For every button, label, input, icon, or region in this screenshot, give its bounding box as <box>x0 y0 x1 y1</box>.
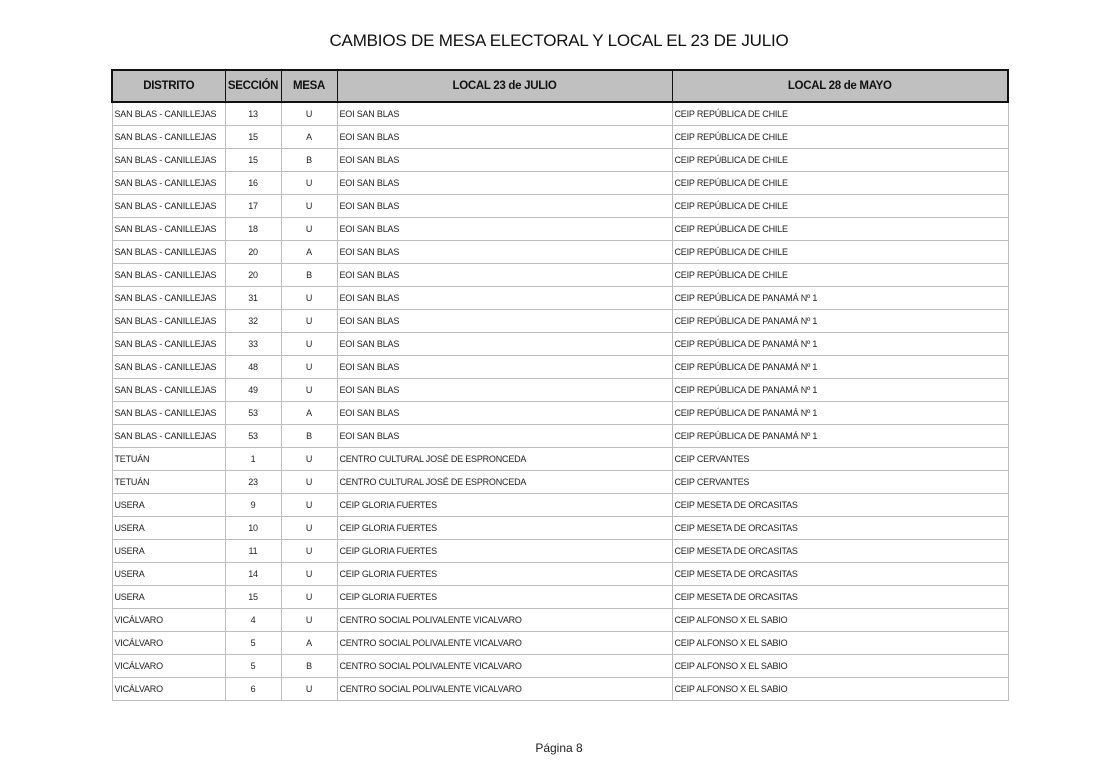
cell-local-23-julio: EOI SAN BLAS <box>337 241 672 264</box>
header-local-23-julio: LOCAL 23 de JULIO <box>337 70 672 102</box>
cell-seccion: 15 <box>225 586 281 609</box>
table-row <box>112 264 1008 287</box>
cell-local-23-julio: EOI SAN BLAS <box>337 195 672 218</box>
cell-seccion: 16 <box>225 172 281 195</box>
cell-seccion: 13 <box>225 102 281 126</box>
header-seccion: SECCIÓN <box>225 70 281 102</box>
cell-distrito: SAN BLAS - CANILLEJAS <box>112 310 225 333</box>
table-row <box>112 609 1008 632</box>
table-row <box>112 655 1008 678</box>
cell-local-23-julio: EOI SAN BLAS <box>337 333 672 356</box>
cell-distrito: SAN BLAS - CANILLEJAS <box>112 287 225 310</box>
table-header-row <box>112 70 1008 102</box>
cell-mesa: U <box>281 471 337 494</box>
table-row <box>112 287 1008 310</box>
cell-mesa: U <box>281 218 337 241</box>
cell-local-23-julio: EOI SAN BLAS <box>337 402 672 425</box>
cell-seccion: 20 <box>225 241 281 264</box>
cell-local-23-julio: CENTRO SOCIAL POLIVALENTE VICALVARO <box>337 655 672 678</box>
cell-local-28-mayo: CEIP ALFONSO X EL SABIO <box>672 655 1008 678</box>
cell-seccion: 53 <box>225 425 281 448</box>
cell-distrito: SAN BLAS - CANILLEJAS <box>112 149 225 172</box>
cell-local-23-julio: CEIP GLORIA FUERTES <box>337 540 672 563</box>
cell-local-23-julio: EOI SAN BLAS <box>337 310 672 333</box>
cell-local-28-mayo: CEIP MESETA DE ORCASITAS <box>672 540 1008 563</box>
cell-mesa: A <box>281 632 337 655</box>
cell-local-28-mayo: CEIP REPÚBLICA DE CHILE <box>672 264 1008 287</box>
cell-seccion: 5 <box>225 632 281 655</box>
cell-distrito: VICÁLVARO <box>112 609 225 632</box>
cell-local-23-julio: EOI SAN BLAS <box>337 149 672 172</box>
cell-distrito: VICÁLVARO <box>112 632 225 655</box>
page-number: Página 8 <box>535 741 583 755</box>
cell-local-28-mayo: CEIP MESETA DE ORCASITAS <box>672 563 1008 586</box>
cell-distrito: SAN BLAS - CANILLEJAS <box>112 241 225 264</box>
cell-local-23-julio: EOI SAN BLAS <box>337 264 672 287</box>
cell-seccion: 18 <box>225 218 281 241</box>
table-row <box>112 310 1008 333</box>
cell-seccion: 6 <box>225 678 281 701</box>
table-row <box>112 333 1008 356</box>
cell-local-28-mayo: CEIP REPÚBLICA DE CHILE <box>672 149 1008 172</box>
table-row <box>112 402 1008 425</box>
cell-local-23-julio: CEIP GLORIA FUERTES <box>337 517 672 540</box>
header-local-28-mayo: LOCAL 28 de MAYO <box>672 70 1008 102</box>
table-row <box>112 126 1008 149</box>
cell-mesa: B <box>281 264 337 287</box>
table-body <box>112 102 1008 701</box>
cell-local-23-julio: CENTRO CULTURAL JOSÉ DE ESPRONCEDA <box>337 471 672 494</box>
cell-local-28-mayo: CEIP REPÚBLICA DE PANAMÁ Nº 1 <box>672 402 1008 425</box>
cell-mesa: U <box>281 609 337 632</box>
cell-distrito: TETUÁN <box>112 471 225 494</box>
cell-mesa: U <box>281 563 337 586</box>
cell-mesa: B <box>281 655 337 678</box>
cell-local-23-julio: EOI SAN BLAS <box>337 379 672 402</box>
cell-seccion: 23 <box>225 471 281 494</box>
header-distrito: DISTRITO <box>112 70 225 102</box>
cell-mesa: U <box>281 310 337 333</box>
cell-mesa: U <box>281 195 337 218</box>
cell-distrito: SAN BLAS - CANILLEJAS <box>112 218 225 241</box>
mesa-changes-table <box>111 69 1009 701</box>
cell-distrito: USERA <box>112 563 225 586</box>
cell-mesa: B <box>281 425 337 448</box>
cell-local-28-mayo: CEIP REPÚBLICA DE PANAMÁ Nº 1 <box>672 310 1008 333</box>
table-row <box>112 540 1008 563</box>
cell-local-28-mayo: CEIP REPÚBLICA DE PANAMÁ Nº 1 <box>672 425 1008 448</box>
cell-seccion: 5 <box>225 655 281 678</box>
table-row <box>112 172 1008 195</box>
cell-mesa: U <box>281 102 337 126</box>
table-row <box>112 517 1008 540</box>
cell-local-28-mayo: CEIP CERVANTES <box>672 448 1008 471</box>
cell-mesa: A <box>281 241 337 264</box>
cell-distrito: USERA <box>112 494 225 517</box>
cell-local-28-mayo: CEIP CERVANTES <box>672 471 1008 494</box>
cell-local-23-julio: CENTRO SOCIAL POLIVALENTE VICALVARO <box>337 609 672 632</box>
cell-seccion: 17 <box>225 195 281 218</box>
cell-local-28-mayo: CEIP REPÚBLICA DE CHILE <box>672 102 1008 126</box>
table-row <box>112 195 1008 218</box>
cell-distrito: SAN BLAS - CANILLEJAS <box>112 195 225 218</box>
cell-distrito: USERA <box>112 586 225 609</box>
table-row <box>112 563 1008 586</box>
cell-local-23-julio: EOI SAN BLAS <box>337 218 672 241</box>
cell-local-28-mayo: CEIP MESETA DE ORCASITAS <box>672 494 1008 517</box>
cell-distrito: TETUÁN <box>112 448 225 471</box>
table-row <box>112 678 1008 701</box>
cell-distrito: SAN BLAS - CANILLEJAS <box>112 333 225 356</box>
header-mesa: MESA <box>281 70 337 102</box>
cell-local-23-julio: CEIP GLORIA FUERTES <box>337 494 672 517</box>
cell-seccion: 4 <box>225 609 281 632</box>
cell-mesa: U <box>281 172 337 195</box>
cell-seccion: 15 <box>225 126 281 149</box>
cell-local-28-mayo: CEIP REPÚBLICA DE CHILE <box>672 172 1008 195</box>
cell-mesa: A <box>281 402 337 425</box>
cell-seccion: 11 <box>225 540 281 563</box>
cell-distrito: SAN BLAS - CANILLEJAS <box>112 102 225 126</box>
cell-seccion: 53 <box>225 402 281 425</box>
cell-local-23-julio: CEIP GLORIA FUERTES <box>337 586 672 609</box>
table-row <box>112 379 1008 402</box>
cell-local-23-julio: EOI SAN BLAS <box>337 287 672 310</box>
table-row <box>112 356 1008 379</box>
cell-distrito: USERA <box>112 540 225 563</box>
cell-local-28-mayo: CEIP ALFONSO X EL SABIO <box>672 609 1008 632</box>
cell-seccion: 14 <box>225 563 281 586</box>
cell-mesa: U <box>281 448 337 471</box>
cell-local-23-julio: EOI SAN BLAS <box>337 102 672 126</box>
cell-mesa: U <box>281 678 337 701</box>
cell-seccion: 48 <box>225 356 281 379</box>
cell-local-28-mayo: CEIP REPÚBLICA DE CHILE <box>672 241 1008 264</box>
cell-mesa: U <box>281 494 337 517</box>
table-row <box>112 448 1008 471</box>
cell-seccion: 20 <box>225 264 281 287</box>
table-row <box>112 494 1008 517</box>
cell-seccion: 1 <box>225 448 281 471</box>
cell-mesa: A <box>281 126 337 149</box>
cell-distrito: SAN BLAS - CANILLEJAS <box>112 172 225 195</box>
cell-distrito: VICÁLVARO <box>112 678 225 701</box>
cell-local-28-mayo: CEIP MESETA DE ORCASITAS <box>672 517 1008 540</box>
cell-mesa: U <box>281 379 337 402</box>
cell-distrito: SAN BLAS - CANILLEJAS <box>112 402 225 425</box>
table-row <box>112 586 1008 609</box>
cell-distrito: SAN BLAS - CANILLEJAS <box>112 126 225 149</box>
cell-seccion: 9 <box>225 494 281 517</box>
table-row <box>112 425 1008 448</box>
cell-distrito: SAN BLAS - CANILLEJAS <box>112 264 225 287</box>
cell-distrito: SAN BLAS - CANILLEJAS <box>112 425 225 448</box>
cell-local-28-mayo: CEIP REPÚBLICA DE PANAMÁ Nº 1 <box>672 287 1008 310</box>
cell-local-23-julio: EOI SAN BLAS <box>337 126 672 149</box>
cell-mesa: U <box>281 517 337 540</box>
table-row <box>112 632 1008 655</box>
cell-distrito: VICÁLVARO <box>112 655 225 678</box>
cell-mesa: U <box>281 540 337 563</box>
cell-local-28-mayo: CEIP REPÚBLICA DE PANAMÁ Nº 1 <box>672 379 1008 402</box>
table-row <box>112 241 1008 264</box>
cell-mesa: U <box>281 333 337 356</box>
cell-mesa: U <box>281 586 337 609</box>
cell-seccion: 31 <box>225 287 281 310</box>
cell-local-23-julio: CENTRO CULTURAL JOSÉ DE ESPRONCEDA <box>337 448 672 471</box>
table-row <box>112 102 1008 126</box>
cell-local-23-julio: CENTRO SOCIAL POLIVALENTE VICALVARO <box>337 678 672 701</box>
document-title: CAMBIOS DE MESA ELECTORAL Y LOCAL EL 23 DE JULIO <box>329 31 789 50</box>
cell-local-28-mayo: CEIP REPÚBLICA DE CHILE <box>672 126 1008 149</box>
cell-local-28-mayo: CEIP ALFONSO X EL SABIO <box>672 678 1008 701</box>
cell-local-28-mayo: CEIP REPÚBLICA DE PANAMÁ Nº 1 <box>672 333 1008 356</box>
cell-local-23-julio: CENTRO SOCIAL POLIVALENTE VICALVARO <box>337 632 672 655</box>
cell-local-28-mayo: CEIP ALFONSO X EL SABIO <box>672 632 1008 655</box>
cell-local-23-julio: EOI SAN BLAS <box>337 172 672 195</box>
cell-local-23-julio: EOI SAN BLAS <box>337 425 672 448</box>
cell-mesa: B <box>281 149 337 172</box>
cell-seccion: 32 <box>225 310 281 333</box>
cell-distrito: USERA <box>112 517 225 540</box>
cell-local-23-julio: EOI SAN BLAS <box>337 356 672 379</box>
cell-seccion: 49 <box>225 379 281 402</box>
cell-local-28-mayo: CEIP REPÚBLICA DE PANAMÁ Nº 1 <box>672 356 1008 379</box>
cell-mesa: U <box>281 287 337 310</box>
cell-local-28-mayo: CEIP REPÚBLICA DE CHILE <box>672 218 1008 241</box>
cell-seccion: 33 <box>225 333 281 356</box>
table-row <box>112 218 1008 241</box>
table-row <box>112 471 1008 494</box>
cell-mesa: U <box>281 356 337 379</box>
cell-seccion: 10 <box>225 517 281 540</box>
cell-local-28-mayo: CEIP REPÚBLICA DE CHILE <box>672 195 1008 218</box>
cell-local-23-julio: CEIP GLORIA FUERTES <box>337 563 672 586</box>
cell-distrito: SAN BLAS - CANILLEJAS <box>112 379 225 402</box>
table-row <box>112 149 1008 172</box>
cell-distrito: SAN BLAS - CANILLEJAS <box>112 356 225 379</box>
cell-seccion: 15 <box>225 149 281 172</box>
cell-local-28-mayo: CEIP MESETA DE ORCASITAS <box>672 586 1008 609</box>
